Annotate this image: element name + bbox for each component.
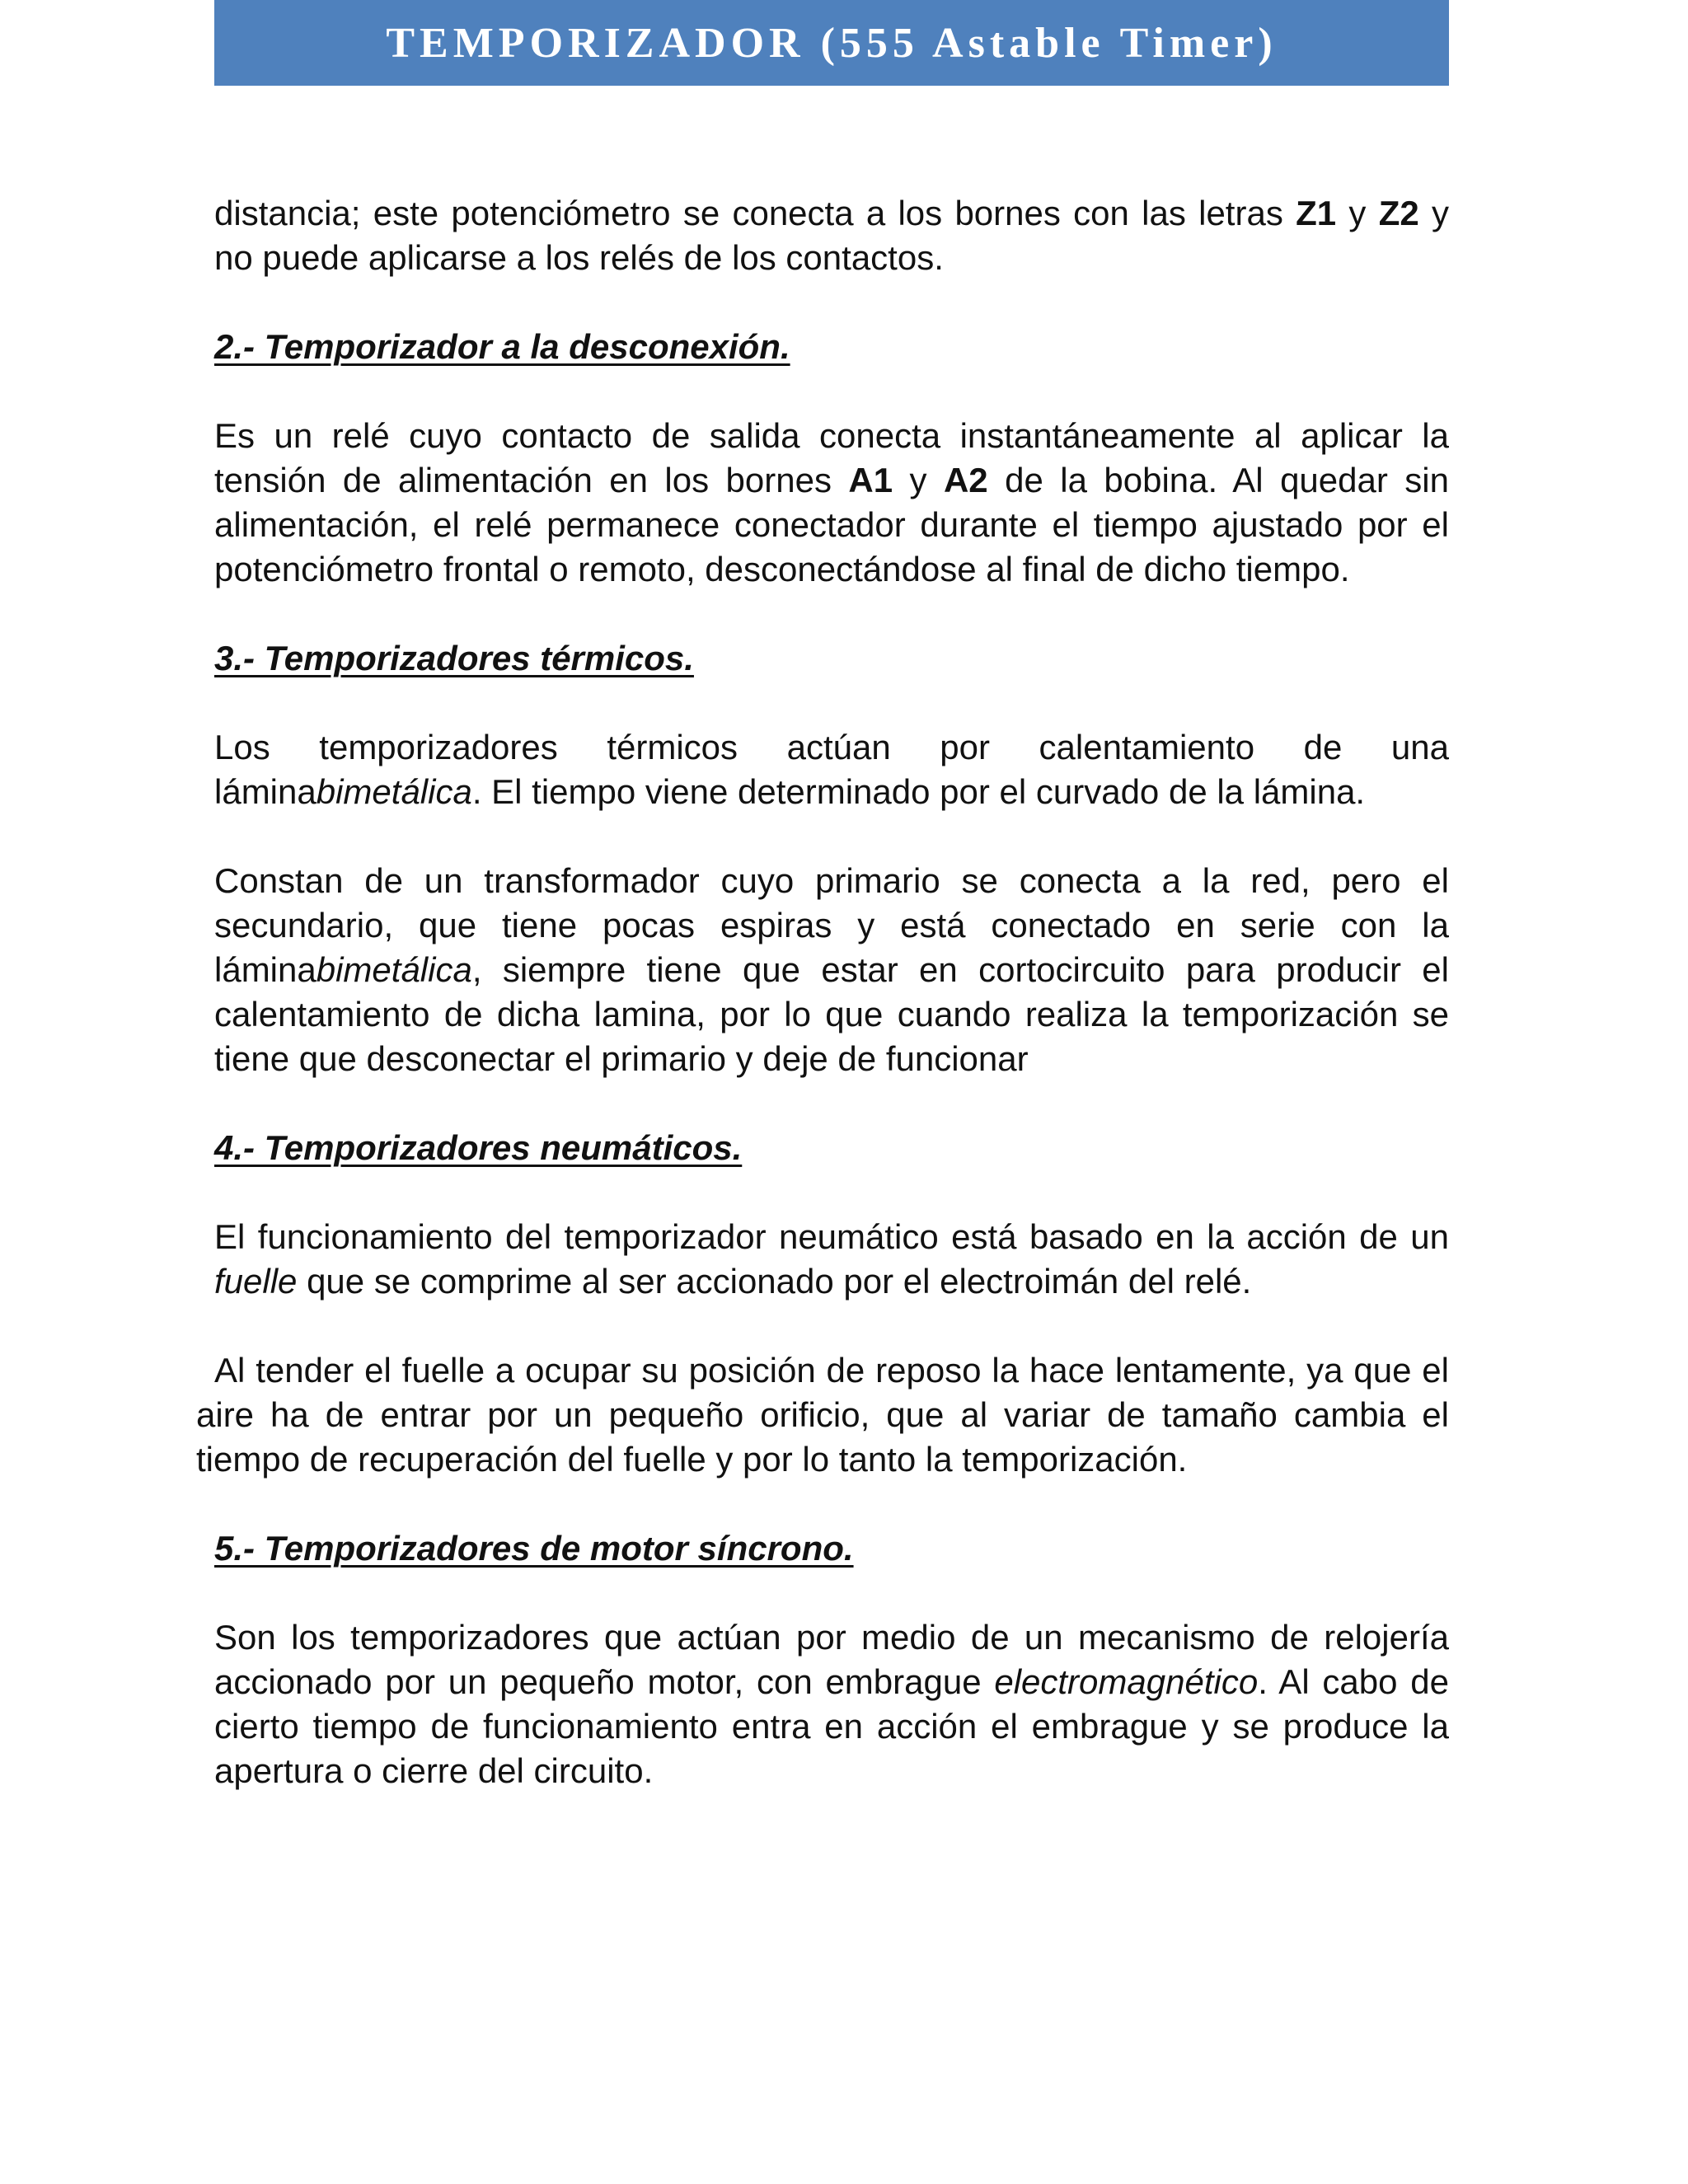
- terminal-label-a1: A1: [848, 461, 893, 499]
- paragraph-termicos-2: Constan de un transformador cuyo primario se conecta a la red, pero el secundario, que tiene pocas espiras y está conectado en serie con la láminabimetálica, siempre tiene que estar en cortocircuito para producir el calentamiento de dicha lamina, por lo que cuando realiza la temporización se tiene que desconectar el primario y deje de funcionar: [214, 861, 1449, 1078]
- paragraph-termicos-1: Los temporizadores térmicos actúan por calentamiento de una láminabimetálica. El tiempo viene determinado por el curvado de la lámina.: [214, 728, 1449, 811]
- paragraph-motor-sincrono: Son los temporizadores que actúan por medio de un mecanismo de relojería accionado por un pequeño motor, con embrague electromagnético. Al cabo de cierto tiempo de funcionamiento entra en acción el embrague y se produce la apertura o cierre del circuito.: [214, 1618, 1449, 1790]
- paragraph-neumaticos-2: Al tender el fuelle a ocupar su posición de reposo la hace lentamente, ya que el aire ha de entrar por un pequeño orificio, que al variar de tamaño cambia el tiempo de recuperación del fuelle y por lo tanto la temporización.: [196, 1351, 1449, 1479]
- section-heading-5: 5.- Temporizadores de motor síncrono.: [214, 1529, 854, 1568]
- section-heading-2: 2.- Temporizador a la desconexión.: [214, 327, 790, 366]
- terminal-label-z1: Z1: [1296, 194, 1337, 232]
- document-body: [196, 191, 1450, 1838]
- page-title: TEMPORIZADOR (555 Astable Timer): [386, 19, 1278, 67]
- paragraph-potentiometer: distancia; este potenciómetro se conecta a los bornes con las letras Z1 y Z2 y no puede aplicarse a los relés de los contactos.: [214, 194, 1450, 277]
- section-heading-3: 3.- Temporizadores térmicos.: [214, 639, 694, 677]
- paragraph-neumaticos-1: El funcionamiento del temporizador neumático está basado en la acción de un fuelle que se comprime al ser accionado por el electroimán del relé.: [214, 1217, 1449, 1301]
- terminal-label-z2: Z2: [1378, 194, 1419, 232]
- terminal-label-a2: A2: [943, 461, 988, 499]
- section-heading-4: 4.- Temporizadores neumáticos.: [214, 1128, 743, 1167]
- page-header-bar: [214, 0, 1449, 86]
- paragraph-desconexion: Es un relé cuyo contacto de salida conecta instantáneamente al aplicar la tensión de alimentación en los bornes A1 y A2 de la bobina. Al quedar sin alimentación, el relé permanece conectador durante el tiempo ajustado por el potenciómetro frontal o remoto, desconectándose al final de dicho tiempo.: [214, 416, 1449, 588]
